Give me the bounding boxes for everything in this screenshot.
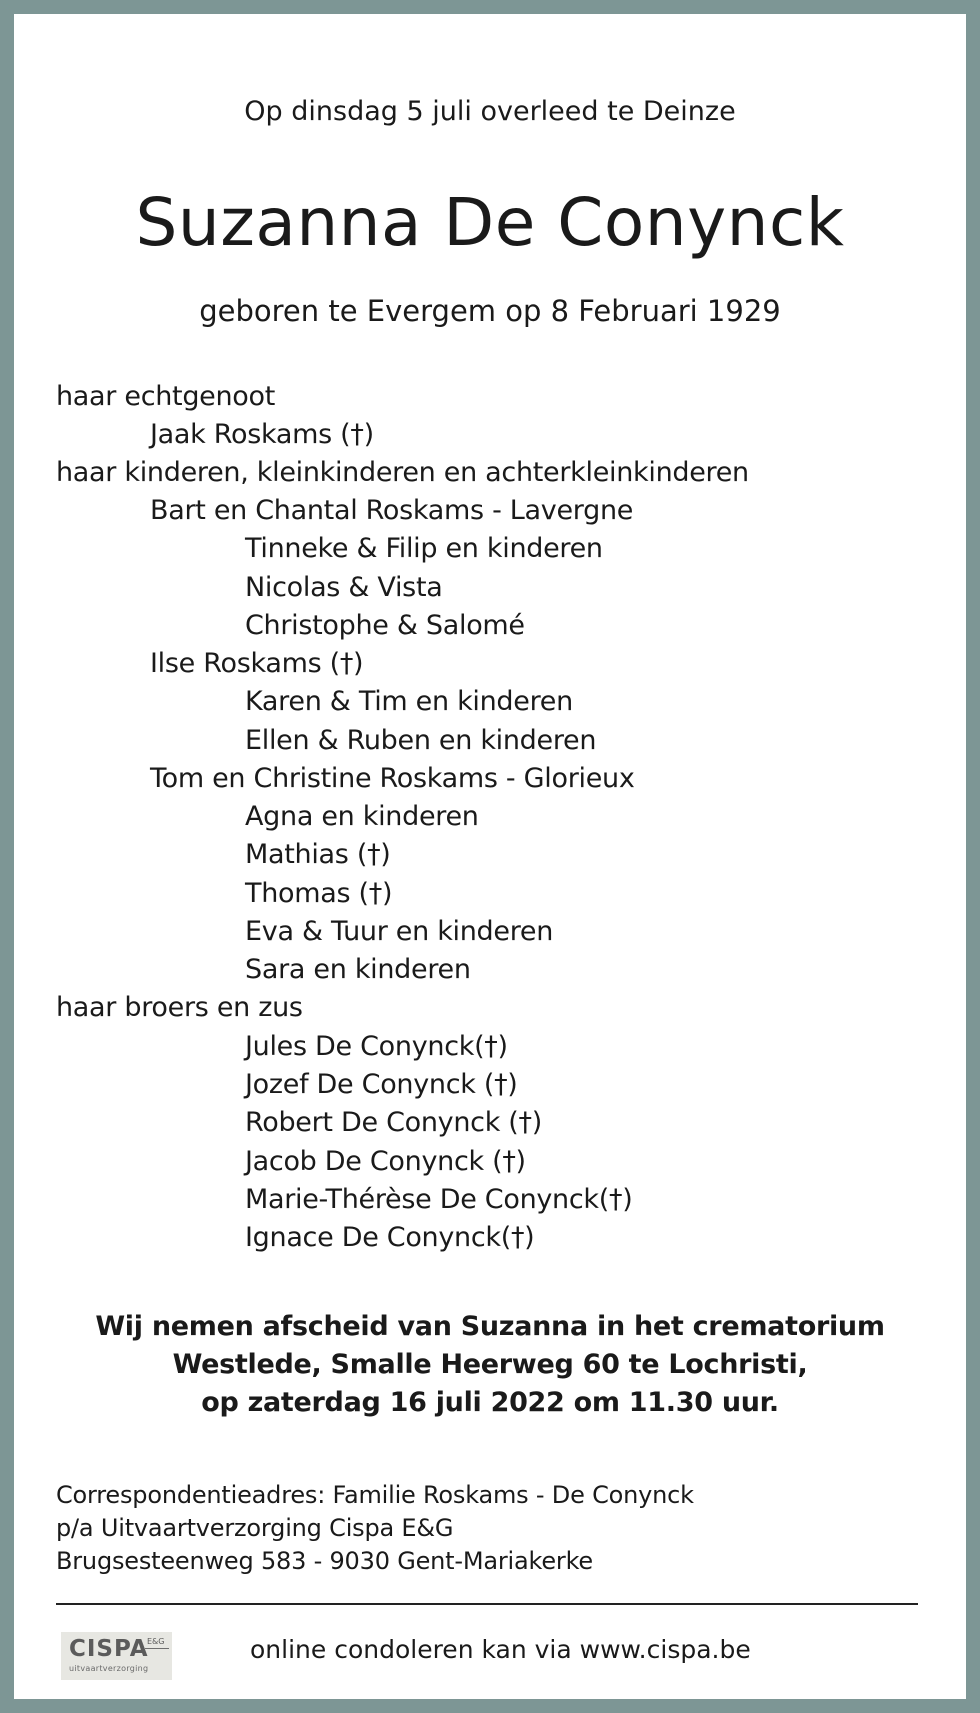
family-member: Karen & Tim en kinderen (245, 686, 573, 717)
family-member: Marie-Thérèse De Conynck(†) (245, 1184, 633, 1215)
correspondence-line: p/a Uitvaartverzorging Cispa E&G (56, 1514, 454, 1542)
cispa-logo (61, 1632, 172, 1680)
family-member: Tinneke & Filip en kinderen (245, 533, 603, 564)
death-announcement-intro: Op dinsdag 5 juli overleed te Deinze (244, 96, 736, 127)
correspondence-line: Correspondentieadres: Familie Roskams - De Conynck (56, 1481, 694, 1509)
logo-underline (145, 1648, 169, 1649)
family-member: Nicolas & Vista (245, 572, 443, 603)
ceremony-line: Wij nemen afscheid van Suzanna in het crematorium (95, 1311, 885, 1342)
family-member: Sara en kinderen (245, 954, 471, 985)
correspondence-line: Brugsesteenweg 583 - 9030 Gent-Mariakerke (56, 1547, 593, 1575)
family-member: Jozef De Conynck (†) (245, 1069, 518, 1100)
family-member: Robert De Conynck (†) (245, 1107, 542, 1138)
logo-tagline: uitvaartverzorging (69, 1664, 149, 1673)
family-member: Mathias (†) (245, 839, 391, 870)
ceremony-line: Westlede, Smalle Heerweg 60 te Lochristi, (172, 1349, 808, 1380)
family-member: Agna en kinderen (245, 801, 479, 832)
family-member: Ignace De Conynck(†) (245, 1222, 535, 1253)
ceremony-line: op zaterdag 16 juli 2022 om 11.30 uur. (201, 1387, 779, 1418)
family-member: Ilse Roskams (†) (150, 648, 364, 679)
family-member: Christophe & Salomé (245, 610, 525, 641)
family-member: Thomas (†) (245, 878, 393, 909)
family-member: Tom en Christine Roskams - Glorieux (150, 763, 635, 794)
birth-line: geboren te Evergem op 8 Februari 1929 (199, 294, 781, 328)
logo-superscript: E&G (147, 1637, 165, 1646)
family-member: Jacob De Conynck (†) (245, 1146, 526, 1177)
family-heading: haar echtgenoot (56, 381, 276, 412)
family-member: Bart en Chantal Roskams - Lavergne (150, 495, 634, 526)
family-member: Jules De Conynck(†) (245, 1031, 508, 1062)
family-member: Ellen & Ruben en kinderen (245, 725, 597, 756)
online-condolence-link[interactable]: online condoleren kan via www.cispa.be (250, 1635, 751, 1664)
family-member: Eva & Tuur en kinderen (245, 916, 554, 947)
family-heading: haar broers en zus (56, 992, 303, 1023)
deceased-name: Suzanna De Conynck (135, 184, 845, 261)
logo-wordmark: CISPA (69, 1636, 149, 1662)
family-heading: haar kinderen, kleinkinderen en achterkleinkinderen (56, 457, 749, 488)
divider (56, 1603, 918, 1605)
family-member: Jaak Roskams (†) (150, 419, 374, 450)
